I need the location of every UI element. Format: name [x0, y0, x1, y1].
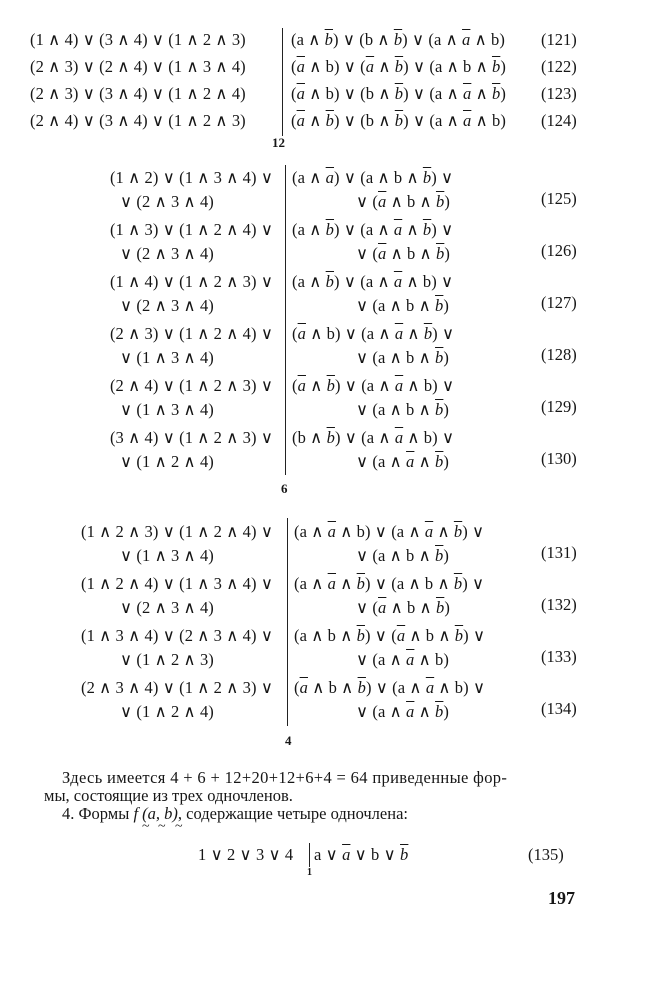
right-expr-line2 [356, 546, 449, 566]
equation-number: (132) [541, 595, 577, 614]
expr-segment: ∧ [414, 702, 436, 721]
expr-segment: ∧ b) [414, 650, 449, 669]
expr-segment: ∧ b) [471, 111, 506, 130]
expr-segment: ∧ [414, 452, 436, 471]
expr-segment: ) ∨ (a ∧ b ∧ [403, 57, 492, 76]
right-expr-line1 [294, 626, 485, 646]
eq135-separator [309, 843, 310, 867]
equation-number: (128) [541, 345, 577, 364]
negated-b: $\overline{b}$ [394, 111, 404, 130]
eq135-left: 1 ∨ 2 ∨ 3 ∨ 4 [198, 845, 294, 864]
paragraph-line-2: мы, состоящие из трех одночленов. [44, 786, 293, 805]
right-expr-line1 [292, 220, 453, 240]
left-expr-line2: ∨ (1 ∧ 2 ∧ 3) [120, 650, 214, 669]
left-expr-line2: ∨ (1 ∧ 2 ∧ 4) [120, 702, 214, 721]
expr-segment: ) ∨ (a ∧ [365, 678, 426, 697]
negated-b: $\overline{b}$ [423, 324, 433, 343]
equation-number: (126) [541, 241, 577, 260]
negated-a: $\overline{a}$ [365, 57, 375, 76]
line3-args: (a, b) [142, 804, 178, 823]
negated-b: $\overline{b}$ [491, 84, 501, 103]
expr-segment: ∧ [336, 574, 357, 593]
left-expr-line2: ∨ (1 ∧ 3 ∧ 4) [120, 348, 214, 367]
expr-segment: ∨ (a ∧ [356, 702, 407, 721]
right-expr-line1 [292, 376, 454, 396]
negated-b: $\overline{b}$ [422, 168, 432, 187]
negated-a: $\overline{a}$ [396, 626, 406, 645]
negated-b: $\overline{b}$ [422, 220, 432, 239]
left-expr-line1: (1 ∧ 4) ∨ (1 ∧ 2 ∧ 3) ∨ [109, 272, 273, 291]
expr-segment: ∨ (a ∧ b ∧ [356, 400, 436, 419]
expr-segment: ) ∨ (b ∧ [333, 111, 395, 130]
negated-a: $\overline{a}$ [378, 598, 387, 617]
expr-segment: ∨ (a ∧ [356, 452, 407, 471]
expr-segment: ) [443, 296, 449, 315]
expr-segment: ∧ b ∧ [307, 678, 358, 697]
expr-segment: ∧ b ∧ [405, 626, 455, 645]
right-expr-line1 [294, 574, 484, 594]
expr-segment: ) ∨ [431, 220, 454, 239]
expr-segment: ∧ [374, 57, 395, 76]
left-expr: (2 ∧ 3) ∨ (3 ∧ 4) ∨ (1 ∧ 2 ∧ 4) [30, 84, 246, 103]
block-1-count: 12 [272, 135, 285, 150]
equation-number: (127) [541, 293, 577, 312]
expr-segment: ∧ [402, 220, 423, 239]
expr-segment: ∧ b) [470, 30, 505, 49]
negated-b: $\overline{b}$ [357, 678, 366, 697]
expr-segment: ( [294, 678, 300, 697]
negated-b: $\overline{b}$ [326, 376, 335, 395]
expr-segment: (b ∧ [292, 428, 327, 447]
negated-a: $\overline{a}$ [296, 84, 305, 103]
negated-a: $\overline{a}$ [425, 678, 435, 697]
negated-a: $\overline{a}$ [462, 84, 472, 103]
expr-segment: ∧ b ∧ [386, 598, 436, 617]
negated-a: $\overline{a}$ [394, 324, 404, 343]
expr-segment: ∧ [433, 522, 454, 541]
negated-b: $\overline{b}$ [324, 30, 334, 49]
expr-segment: ) [500, 57, 506, 76]
expr-segment: ) ∨ (a ∧ [334, 376, 395, 395]
expr-segment: ∧ [305, 376, 327, 395]
negated-b: $\overline{b}$ [491, 57, 501, 76]
expr-segment: ∨ ( [356, 244, 378, 263]
right-expr-line1 [292, 168, 453, 188]
expr-segment: ) ∨ (b ∧ [333, 30, 394, 49]
expr-segment: ( [291, 111, 297, 130]
expr-segment: ) ∨ (a ∧ b ∧ [334, 168, 423, 187]
negated-a: $\overline{a}$ [378, 244, 387, 263]
left-expr-line1: (1 ∧ 2 ∧ 4) ∨ (1 ∧ 3 ∧ 4) ∨ [80, 574, 273, 593]
right-expr-line2 [356, 192, 450, 212]
expr-segment: ∨ (a ∧ b ∧ [356, 546, 436, 565]
expr-segment: ∧ [304, 111, 326, 130]
left-expr-line1: (1 ∧ 3 ∧ 4) ∨ (2 ∧ 3 ∧ 4) ∨ [80, 626, 273, 645]
negated-a: $\overline{a}$ [406, 650, 415, 669]
negated-b: $\overline{b}$ [435, 702, 444, 721]
negated-b: $\overline{b}$ [326, 428, 335, 447]
negated-b: $\overline{b}$ [325, 272, 335, 291]
expr-segment: (a ∧ b ∧ [294, 626, 357, 645]
expr-segment: a ∨ [314, 845, 343, 864]
left-expr: (2 ∧ 4) ∨ (3 ∧ 4) ∨ (1 ∧ 2 ∧ 3) [30, 111, 246, 130]
expr-segment: ( [292, 376, 298, 395]
expr-segment: ∧ [403, 324, 424, 343]
expr-segment: ) ∨ (a ∧ [334, 428, 395, 447]
line3-f: f [133, 804, 139, 823]
expr-segment: ∧ b) ∨ [402, 272, 454, 291]
negated-b: $\overline{b}$ [325, 220, 335, 239]
right-expr-line2 [356, 296, 449, 316]
equation-number: (123) [541, 84, 577, 103]
paragraph-line-1: Здесь имеется 4 + 6 + 12+20+12+6+4 = 64 приведенные фор- [62, 768, 508, 787]
expr-segment: ∧ b) ∨ (a ∧ [336, 522, 425, 541]
right-expr [291, 57, 506, 77]
eq135-right [314, 845, 408, 865]
left-expr-line1: (1 ∧ 2) ∨ (1 ∧ 3 ∧ 4) ∨ [109, 168, 273, 187]
expr-segment: ) [443, 348, 449, 367]
tilde-mark-2: ~ [158, 819, 166, 834]
left-expr-line2: ∨ (1 ∧ 3 ∧ 4) [120, 546, 214, 565]
block-3-count: 4 [285, 733, 292, 748]
separator-line-2 [285, 165, 286, 475]
negated-b: $\overline{b}$ [435, 598, 445, 617]
line3-suffix: , содержащие четыре одночлена: [177, 804, 408, 823]
right-expr-line1 [294, 522, 484, 542]
expr-segment: ∧ b) ∨ [403, 376, 455, 395]
expr-segment: ) [443, 702, 450, 721]
right-expr [291, 111, 506, 131]
block-2-count: 6 [281, 481, 288, 496]
right-expr-line1 [292, 324, 454, 344]
expr-segment: (a ∧ [294, 522, 328, 541]
expr-segment: ∨ b ∨ [350, 845, 401, 864]
equation-number: (122) [541, 57, 577, 76]
expr-segment: ) ∨ [432, 324, 455, 343]
expr-segment: ( [291, 84, 297, 103]
expr-segment: ∧ b) ∨ (b ∧ [304, 84, 395, 103]
expr-segment: (a ∧ [292, 168, 326, 187]
negated-b: $\overline{b}$ [454, 626, 464, 645]
equation-number: (129) [541, 397, 577, 416]
equation-number: (134) [541, 699, 577, 718]
equation-number: (121) [541, 30, 577, 49]
expr-segment: ) ∨ (a ∧ b ∧ [365, 574, 454, 593]
expr-segment: ) ∨ ( [364, 626, 397, 645]
negated-b: $\overline{b}$ [435, 400, 444, 419]
expr-segment: ) ∨ [431, 168, 454, 187]
expr-segment: ) [444, 192, 450, 211]
negated-a: $\overline{a}$ [393, 272, 403, 291]
negated-a: $\overline{a}$ [325, 168, 335, 187]
expr-segment: ) ∨ (a ∧ [403, 84, 463, 103]
right-expr-line2 [356, 702, 449, 722]
negated-a: $\overline{a}$ [394, 428, 404, 447]
right-expr-line2 [356, 400, 449, 420]
equation-number: (125) [541, 189, 577, 208]
expr-segment: ) [444, 244, 450, 263]
expr-segment: ( [291, 57, 297, 76]
left-expr-line1: (2 ∧ 3 ∧ 4) ∨ (1 ∧ 2 ∧ 3) ∨ [80, 678, 273, 697]
expr-segment: ( [292, 324, 298, 343]
negated-a: $\overline{a}$ [296, 111, 305, 130]
left-expr: (1 ∧ 4) ∨ (3 ∧ 4) ∨ (1 ∧ 2 ∧ 3) [30, 30, 246, 49]
right-expr-line2 [356, 452, 449, 472]
negated-b: $\overline{b}$ [435, 192, 445, 211]
negated-b: $\overline{b}$ [394, 84, 404, 103]
negated-a: $\overline{a}$ [342, 845, 351, 864]
left-expr-line1: (3 ∧ 4) ∨ (1 ∧ 2 ∧ 3) ∨ [109, 428, 273, 447]
negated-b: $\overline{b}$ [435, 546, 444, 565]
left-expr: (2 ∧ 3) ∨ (2 ∧ 4) ∨ (1 ∧ 3 ∧ 4) [30, 57, 246, 76]
expr-segment: ∧ b ∧ [386, 192, 436, 211]
expr-segment: ) [500, 84, 506, 103]
expr-segment: ∨ (a ∧ b ∧ [356, 348, 436, 367]
expr-segment: ∧ b) ∨ (a ∧ [305, 324, 395, 343]
expr-segment: (a ∧ [292, 272, 326, 291]
left-expr-line1: (1 ∧ 3) ∨ (1 ∧ 2 ∧ 4) ∨ [109, 220, 273, 239]
expr-segment: ∧ b ∧ [386, 244, 436, 263]
right-expr-line2 [356, 348, 449, 368]
negated-b: $\overline{b}$ [453, 574, 463, 593]
negated-b: $\overline{b}$ [435, 244, 445, 263]
right-expr-line1 [292, 428, 454, 448]
expr-segment: ∨ ( [356, 598, 378, 617]
negated-a: $\overline{a}$ [424, 522, 434, 541]
negated-a: $\overline{a}$ [406, 452, 415, 471]
expr-segment: (a ∧ [291, 30, 325, 49]
expr-segment: ) ∨ [462, 522, 485, 541]
negated-a: $\overline{a}$ [406, 702, 415, 721]
line3-prefix: 4. Формы [62, 804, 134, 823]
equation-number: (124) [541, 111, 577, 130]
expr-segment: ) [443, 400, 449, 419]
negated-b: $\overline{b}$ [393, 30, 403, 49]
right-expr-line2 [356, 650, 449, 670]
equation-number: (130) [541, 449, 577, 468]
expr-segment: ) [443, 546, 449, 565]
left-expr-line2: ∨ (2 ∧ 3 ∧ 4) [120, 192, 214, 211]
negated-b: $\overline{b}$ [435, 296, 444, 315]
expr-segment: ∨ ( [356, 192, 378, 211]
left-expr-line2: ∨ (2 ∧ 3 ∧ 4) [120, 244, 214, 263]
left-expr-line1: (2 ∧ 4) ∨ (1 ∧ 2 ∧ 3) ∨ [109, 376, 273, 395]
right-expr-line1 [294, 678, 485, 698]
right-expr-line2 [356, 244, 450, 264]
expr-segment: (a ∧ [294, 574, 328, 593]
expr-segment: ∧ b) ∨ ( [304, 57, 366, 76]
expr-segment: ∨ (a ∧ [356, 650, 407, 669]
expr-segment: ) ∨ (a ∧ [403, 111, 463, 130]
expr-segment: ∧ b) ∨ [434, 678, 486, 697]
negated-a: $\overline{a}$ [463, 111, 472, 130]
left-expr-line2: ∨ (2 ∧ 3 ∧ 4) [120, 598, 214, 617]
expr-segment: ∧ b) ∨ [403, 428, 455, 447]
left-expr-line1: (2 ∧ 3) ∨ (1 ∧ 2 ∧ 4) ∨ [109, 324, 273, 343]
negated-a: $\overline{a}$ [299, 678, 308, 697]
expr-segment: (a ∧ [292, 220, 326, 239]
negated-b: $\overline{b}$ [400, 845, 409, 864]
negated-a: $\overline{a}$ [296, 57, 305, 76]
left-expr-line2: ∨ (2 ∧ 3 ∧ 4) [120, 296, 214, 315]
separator-line-1 [282, 28, 283, 136]
eq135-count: 1 [307, 867, 312, 878]
right-expr-line1 [292, 272, 453, 292]
negated-b: $\overline{b}$ [356, 574, 366, 593]
expr-segment: ∧ [471, 84, 492, 103]
expr-segment: ) [443, 452, 450, 471]
tilde-mark-3: ~ [175, 819, 183, 834]
negated-b: $\overline{b}$ [394, 57, 404, 76]
negated-a: $\overline{a}$ [297, 376, 306, 395]
right-expr-line2 [356, 598, 450, 618]
right-expr [291, 30, 505, 50]
expr-segment: ) [444, 598, 450, 617]
expr-segment: ) ∨ (a ∧ [334, 220, 394, 239]
page-number: 197 [548, 888, 575, 908]
separator-line-3 [287, 518, 288, 726]
negated-b: $\overline{b}$ [453, 522, 463, 541]
expr-segment: ) ∨ (a ∧ [402, 30, 463, 49]
negated-a: $\overline{a}$ [393, 220, 403, 239]
paragraph-line-3 [62, 804, 408, 824]
right-expr [291, 84, 506, 104]
negated-b: $\overline{b}$ [435, 452, 444, 471]
equation-number: (131) [541, 543, 577, 562]
equation-number: (133) [541, 647, 577, 666]
expr-segment: ) ∨ [462, 574, 485, 593]
negated-b: $\overline{b}$ [325, 111, 334, 130]
negated-a: $\overline{a}$ [378, 192, 387, 211]
negated-a: $\overline{a}$ [394, 376, 404, 395]
tilde-mark-1: ~ [142, 819, 150, 834]
negated-b: $\overline{b}$ [356, 626, 365, 645]
expr-segment: ) ∨ [463, 626, 486, 645]
negated-a: $\overline{a}$ [462, 30, 471, 49]
left-expr-line2: ∨ (1 ∧ 3 ∧ 4) [120, 400, 214, 419]
expr-segment: ) ∨ (a ∧ [334, 272, 394, 291]
left-expr-line2: ∨ (1 ∧ 2 ∧ 4) [120, 452, 214, 471]
negated-b: $\overline{b}$ [435, 348, 444, 367]
negated-a: $\overline{a}$ [327, 574, 337, 593]
negated-a: $\overline{a}$ [327, 522, 337, 541]
negated-a: $\overline{a}$ [297, 324, 306, 343]
expr-segment: ∨ (a ∧ b ∧ [356, 296, 436, 315]
left-expr-line1: (1 ∧ 2 ∧ 3) ∨ (1 ∧ 2 ∧ 4) ∨ [80, 522, 273, 541]
eq135-number: (135) [528, 845, 564, 864]
